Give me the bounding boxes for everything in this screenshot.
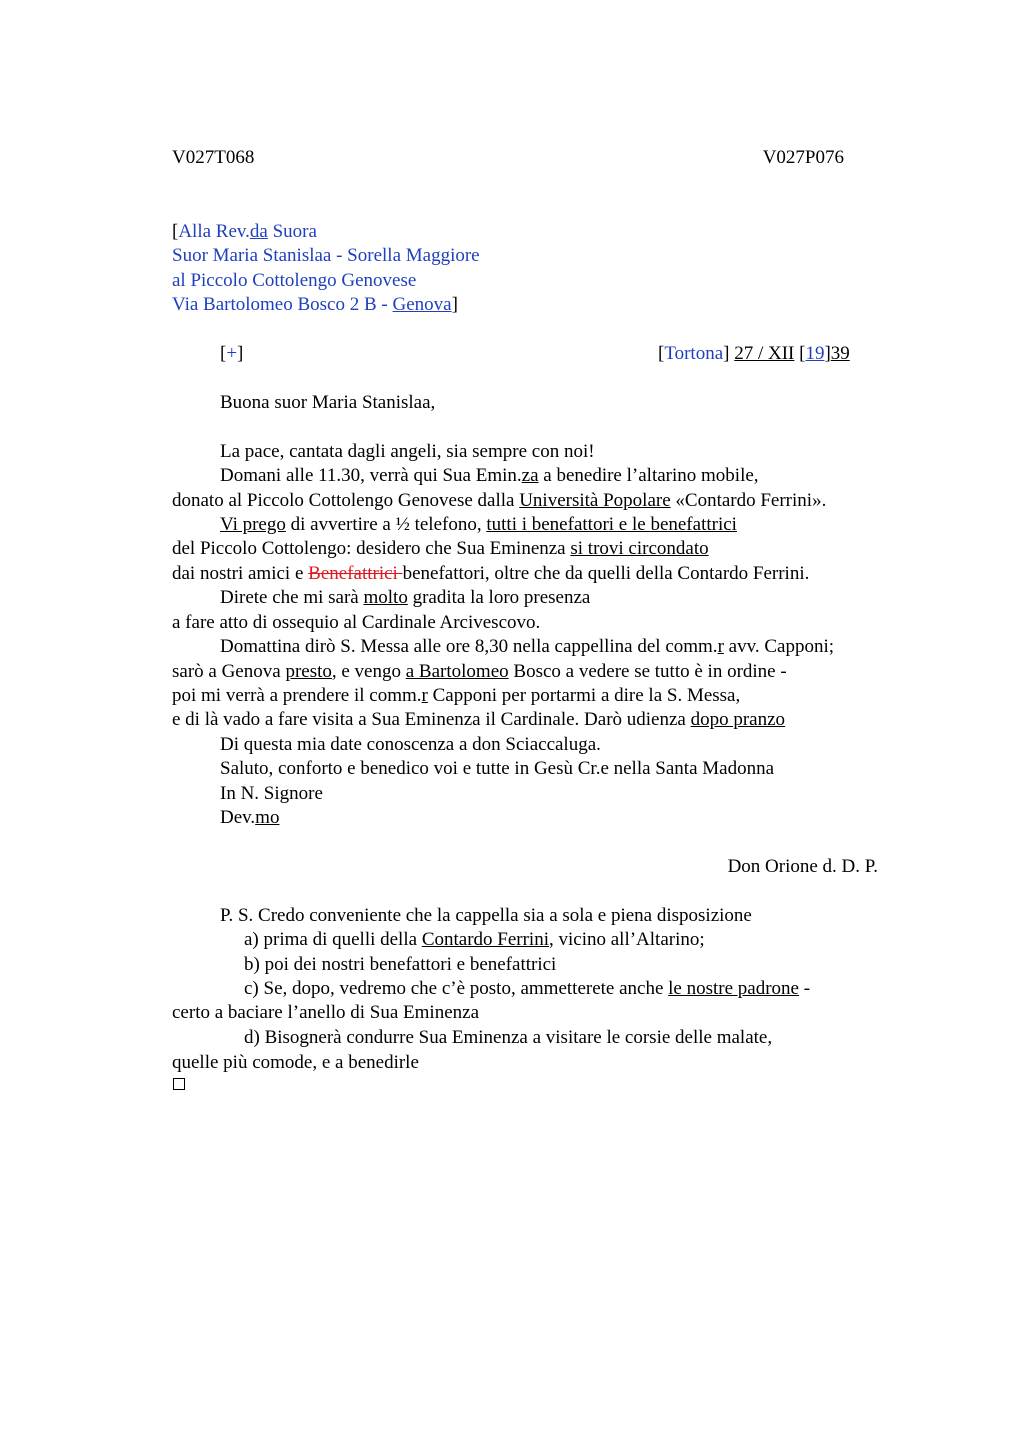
postscript-line: P. S. Credo conveniente che la cappella sia a sola e piena disposizione	[220, 905, 752, 926]
body-line: dai nostri amici e Benefattrici benefattori, oltre che da quelli della Contardo Ferrini.	[172, 563, 810, 584]
body-line: Domani alle 11.30, verrà qui Sua Emin.za a benedire l’altarino mobile,	[220, 465, 759, 486]
body-line: Saluto, conforto e benedico voi e tutte in Gesù Cr.e nella Santa Madonna	[220, 758, 775, 779]
postscript-line: quelle più comode, e a benedirle	[172, 1052, 419, 1073]
body-line: Vi prego di avvertire a ½ telefono, tutti i benefattori e le benefattrici	[220, 514, 737, 535]
closing-line: Dev.mo	[220, 807, 280, 828]
letter-date: [Tortona] 27 / XII [19]39	[658, 343, 850, 364]
body-line: Domattina dirò S. Messa alle ore 8,30 nella cappellina del comm.r avv. Capponi;	[220, 636, 835, 657]
address-line-2: Suor Maria Stanislaa - Sorella Maggiore	[172, 245, 480, 266]
postscript-item-b: b) poi dei nostri benefattori e benefattrici	[244, 954, 557, 975]
body-line: sarò a Genova presto, e vengo a Bartolomeo Bosco a vedere se tutto è in ordine -	[172, 661, 787, 682]
body-line: e di là vado a fare visita a Sua Eminenza il Cardinale. Darò udienza dopo pranzo	[172, 709, 786, 730]
cross-mark: [+]	[220, 343, 244, 364]
deleted-text: Benefattrici	[308, 563, 403, 584]
signature: Don Orione d. D. P.	[727, 856, 878, 877]
postscript-item-d: d) Bisognerà condurre Sua Eminenza a visitare le corsie delle malate,	[244, 1027, 773, 1048]
end-mark-box-icon	[173, 1078, 185, 1090]
address-line-3: al Piccolo Cottolengo Genovese	[172, 270, 417, 291]
postscript-item-a: a) prima di quelli della Contardo Ferrini, vicino all’Altarino;	[244, 929, 705, 950]
postscript-item-c: c) Se, dopo, vedremo che c’è posto, ammetterete anche le nostre padrone -	[244, 978, 811, 999]
address-line-4: Via Bartolomeo Bosco 2 B - Genova]	[172, 294, 458, 315]
body-line: donato al Piccolo Cottolengo Genovese dalla Università Popolare «Contardo Ferrini».	[172, 490, 827, 511]
salutation: Buona suor Maria Stanislaa,	[220, 392, 436, 413]
postscript-line: certo a baciare l’anello di Sua Eminenza	[172, 1002, 480, 1023]
body-line: poi mi verrà a prendere il comm.r Capponi per portarmi a dire la S. Messa,	[172, 685, 741, 706]
body-line: Direte che mi sarà molto gradita la loro presenza	[220, 587, 591, 608]
body-line: a fare atto di ossequio al Cardinale Arcivescovo.	[172, 612, 541, 633]
body-line: del Piccolo Cottolengo: desidero che Sua Eminenza si trovi circondato	[172, 538, 709, 559]
address-line-1: [Alla Rev.da Suora	[172, 221, 317, 242]
closing-line: In N. Signore	[220, 783, 323, 804]
body-line: La pace, cantata dagli angeli, sia sempre con noi!	[220, 441, 595, 462]
body-line: Di questa mia date conoscenza a don Sciaccaluga.	[220, 734, 601, 755]
document-code-left: V027T068	[172, 147, 255, 168]
document-code-right: V027P076	[762, 147, 844, 168]
